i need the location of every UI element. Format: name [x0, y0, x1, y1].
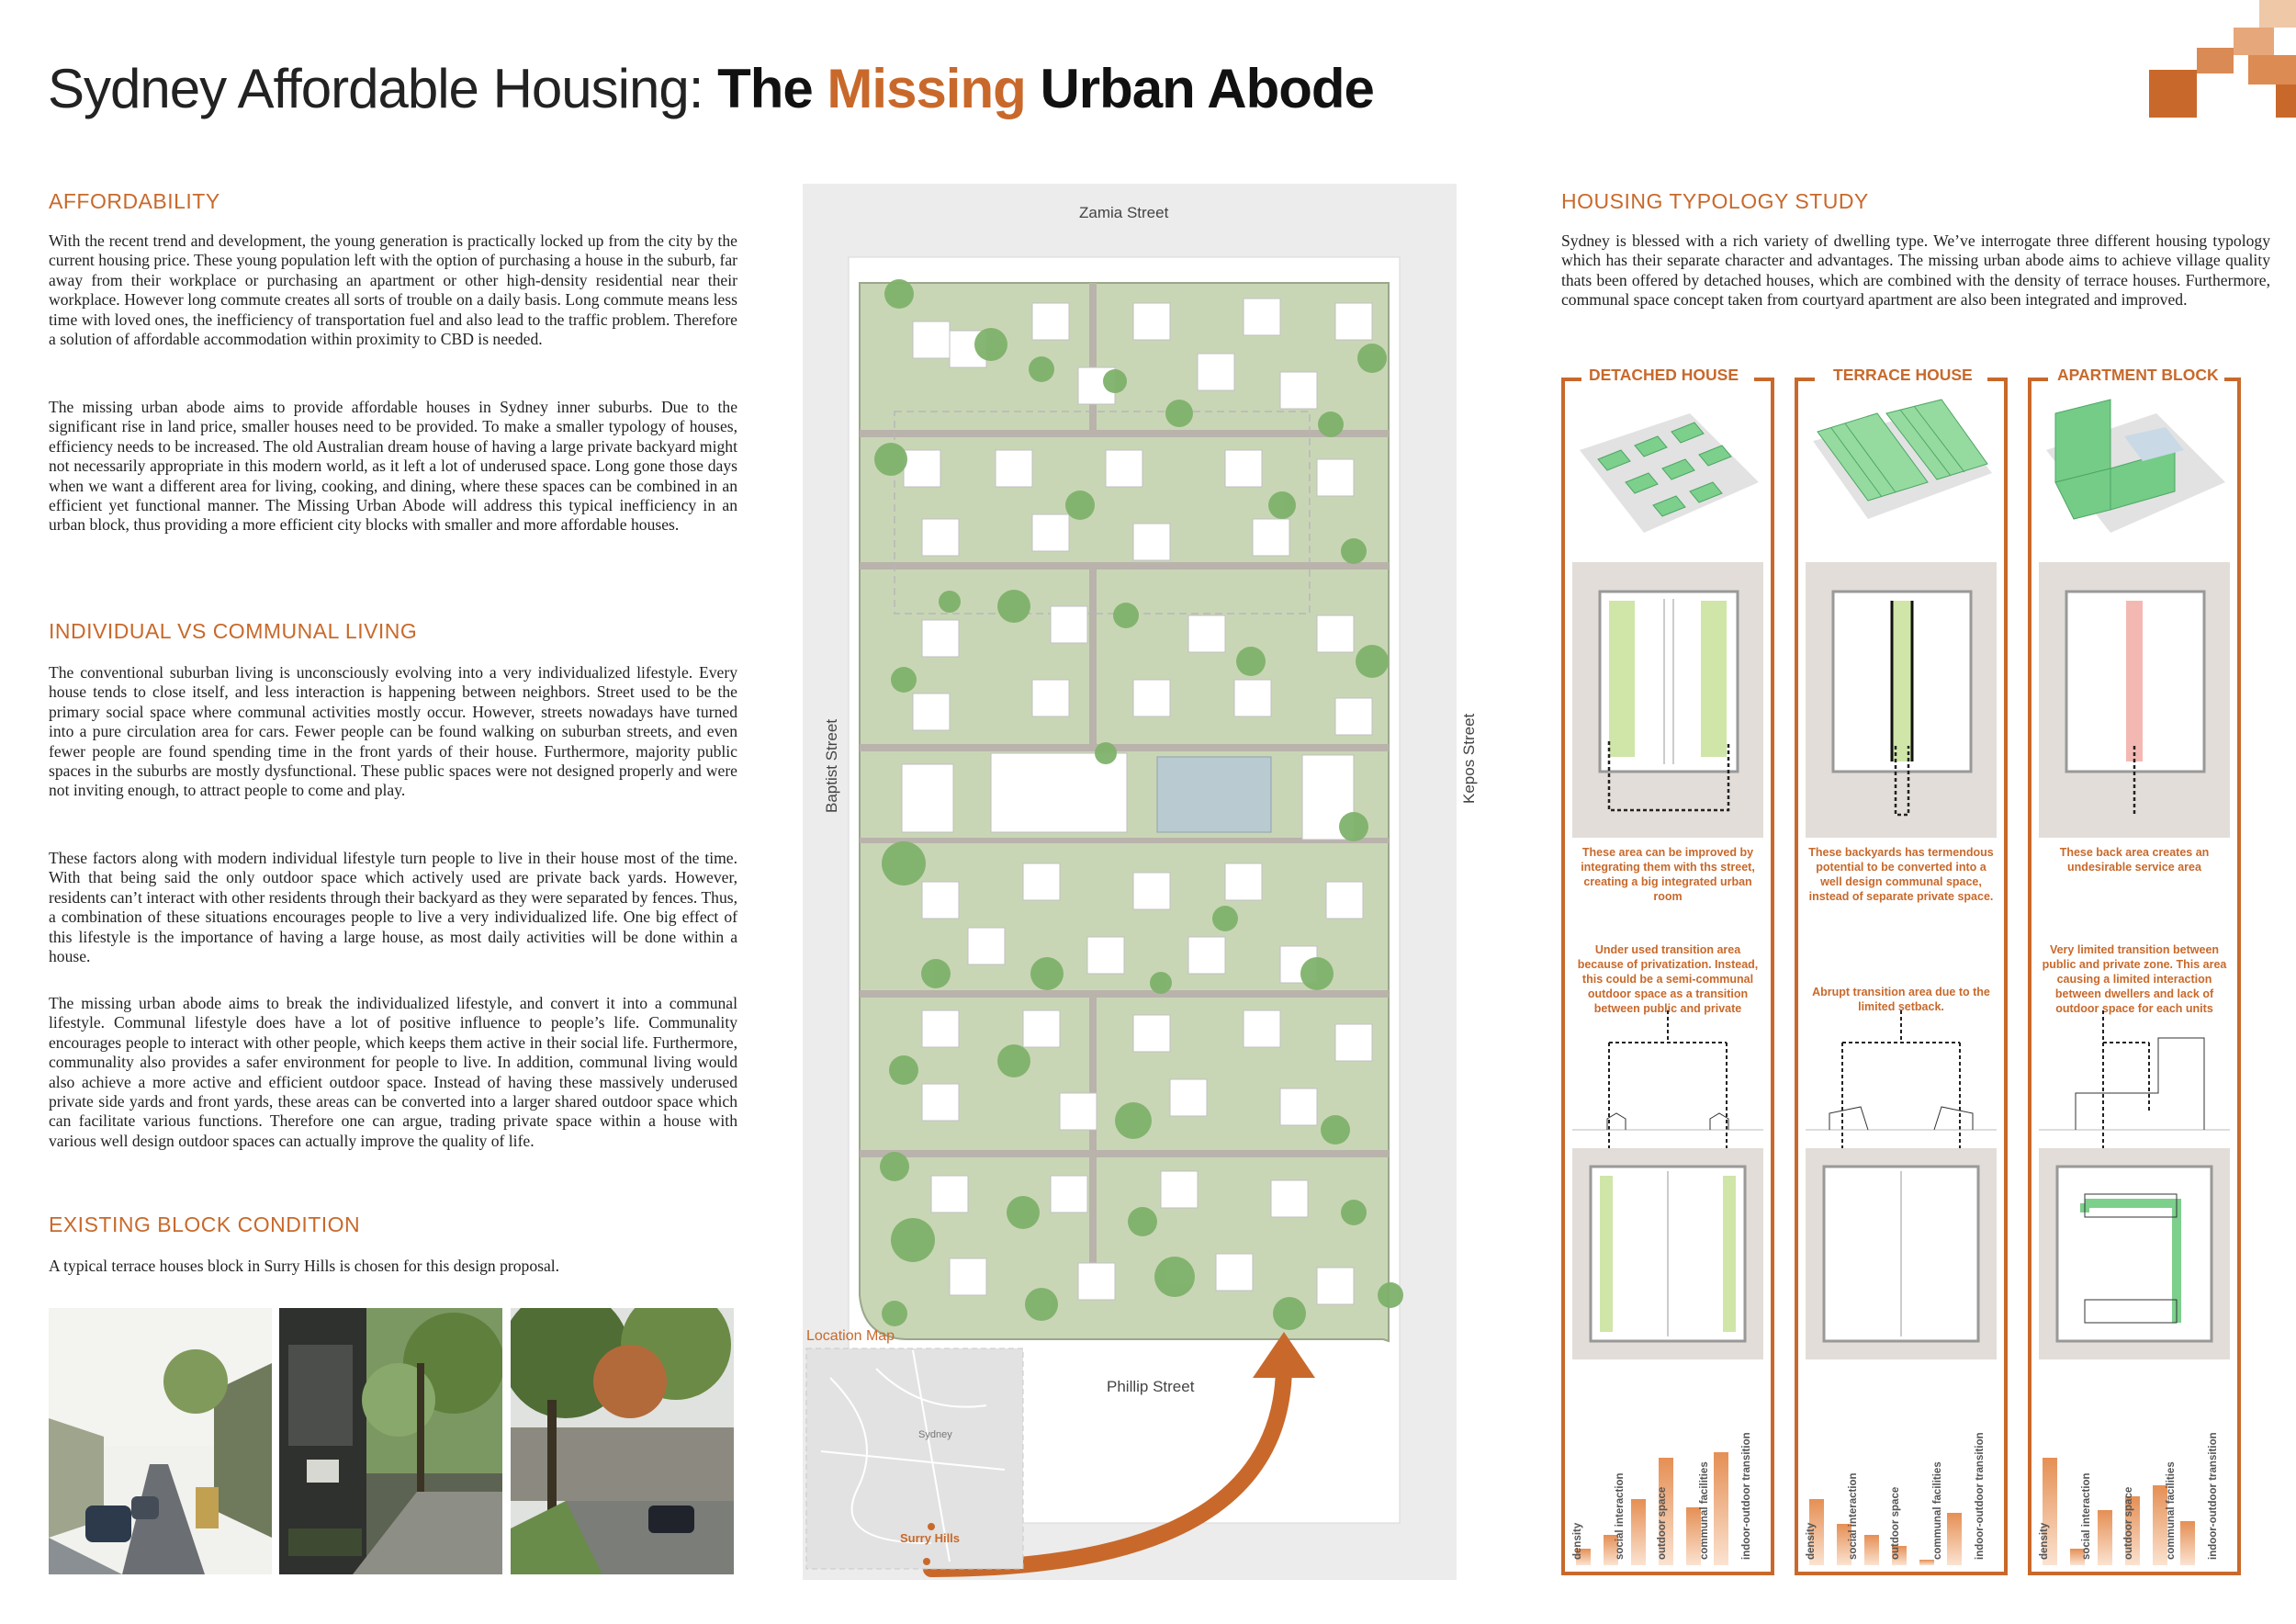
bar-label-4: indoor-outdoor transition — [1975, 1432, 1986, 1560]
location-map-site: Surry Hills — [900, 1531, 961, 1545]
affordability-paragraph-1: With the recent trend and development, the young generation is practically locked up from the city by the current housing price. These young population left with the option of purchasing a house in the suburb, far away from their workplace or purchasing an apartment or other high-density residential near their workplace. However long commute creates all sorts of trouble on a daily basis. Long commute means less time with loved ones, the inefficiency of transportation fuel and also lead to the traffic problem. Therefore a solution of affordable accommodation within proximity to CBD is needed. — [49, 231, 737, 349]
bar-label-1: social interaction — [2081, 1472, 2092, 1560]
typology-paragraph: Sydney is blessed with a rich variety of dwelling type. We’ve interrogate three different housing typology which has their separate character and advantages. The missing urban abode aims to achieve village quality thats been offered by detached houses, which are combined with the density of terrace houses. Furthermore, communal space concept taken from courtyard apartment are also been integrated and improved. — [1561, 231, 2270, 310]
title-part-3: Missing — [827, 58, 1026, 119]
apartment-bar-chart — [2028, 1405, 2241, 1571]
bar-5 — [1947, 1513, 1962, 1565]
apartment-note-2: Very limited transition between public and private zone. This area causing a limited interaction between dwellers and lack of outdoor space for each units — [2042, 943, 2227, 1015]
bar-2 — [1864, 1535, 1879, 1565]
bar-label-4: indoor-outdoor transition — [2208, 1432, 2219, 1560]
bar-label-1: social interaction — [1615, 1472, 1626, 1560]
apartment-axonometric — [2037, 395, 2232, 560]
terrace-section-plan — [1806, 1010, 1997, 1359]
street-label-east: Kepos Street — [1460, 713, 1478, 804]
site-plan — [803, 184, 1457, 1580]
bar-label-3: communal facilities — [1699, 1461, 1710, 1560]
bar-label-0: density — [2039, 1522, 2050, 1560]
detached-bar-chart — [1561, 1405, 1774, 1571]
apartment-note-1: These back area creates an undesirable service area — [2059, 846, 2210, 874]
bar-2 — [2098, 1510, 2112, 1565]
terrace-note-2: Abrupt transition area due to the limited setback. — [1812, 986, 1990, 1013]
street-label-north: Zamia Street — [1079, 204, 1169, 221]
typology-title-apartment: APARTMENT BLOCK — [2052, 366, 2224, 385]
terrace-bar-chart — [1795, 1405, 2008, 1571]
bar-5 — [1714, 1452, 1728, 1565]
location-map-city: Sydney — [918, 1429, 952, 1440]
title-part-4: Urban Abode — [1025, 58, 1374, 119]
bar-label-4: indoor-outdoor transition — [1741, 1432, 1752, 1560]
individual-paragraph-2: These factors along with modern individual lifestyle turn people to live in their house most of the time. With that being said the only outdoor space which actively used are private back yards. However, residents can’t interact with other residents through their backyard as they were separated by fences. Thus, a combination of these situations encourages people to live a very individualized life. One big effect of this lifestyle is the importance of having a large house, as most daily activities will be done within a house. — [49, 849, 737, 966]
location-map-label: Location Map — [806, 1328, 895, 1344]
detached-note-1: These area can be improved by integrating them with ths street, creating a big integrated urban room — [1581, 846, 1755, 903]
title-part-2: The — [717, 58, 827, 119]
apartment-section-plan — [2039, 1010, 2230, 1359]
terrace-axonometric — [1804, 395, 1998, 560]
typology-heading: HOUSING TYPOLOGY STUDY — [1561, 189, 1869, 213]
street-photo-1 — [49, 1308, 272, 1574]
detached-note-2: Under used transition area because of privatization. Instead, this could be a semi-communal outdoor space as a transition between public and private — [1577, 943, 1759, 1015]
terrace-note-1: These backyards has termendous potential to be converted into a well design communal space, instead of separate private space. — [1808, 846, 1994, 903]
bar-label-1: social interaction — [1848, 1472, 1859, 1560]
affordability-paragraph-2: The missing urban abode aims to provide affordable houses in Sydney inner suburbs. Due to the significant rise in land price, smaller houses need to be provided. To make a smaller typology of houses, efficiency needs to be increased. The old Australian dream house of having a large private backyard might not necessarily appropriate in this modern world, as it left a lot of underused space. Long gone those days when we want a different area for living, cooking, and dining, where these spaces can be combined in an efficient yet functional manner. The Missing Urban Abode will address this typical inefficiency in an urban block, thus providing a more efficient city blocks with smaller and more affordable houses. — [49, 398, 737, 535]
street-photo-2 — [279, 1308, 502, 1574]
existing-heading: EXISTING BLOCK CONDITION — [49, 1212, 361, 1236]
individual-paragraph-1: The conventional suburban living is unconsciously evolving into a very individualized lifestyle. Every house tends to close itself, and less interaction is happening between neighbors. Street used to be the primary social space where communal activities mostly occur. However, streets nowadays have turned into a pure circulation area for cars. Fewer people can be found walking on suburban streets, and even fewer people are found spending time in the front yards of their house. Furthermore, majority public spaces in the suburbs are mostly dysfunctional. These public spaces were not designed properly and were not inviting enough, to attract people to come and play. — [49, 663, 737, 800]
bar-4 — [1919, 1560, 1934, 1565]
bar-label-2: outdoor space — [1890, 1486, 1901, 1560]
street-label-south: Phillip Street — [1107, 1378, 1195, 1395]
bar-label-2: outdoor space — [2123, 1486, 2134, 1560]
detached-plan — [1572, 562, 1763, 838]
bar-label-0: density — [1572, 1522, 1583, 1560]
typology-title-terrace: TERRACE HOUSE — [1828, 366, 1978, 385]
bar-label-0: density — [1806, 1522, 1817, 1560]
bar-5 — [2180, 1521, 2195, 1565]
page-title — [48, 57, 1374, 120]
detached-axonometric — [1570, 395, 1765, 560]
terrace-plan — [1806, 562, 1997, 838]
logo — [2149, 0, 2296, 119]
individual-heading: INDIVIDUAL VS COMMUNAL LIVING — [49, 619, 418, 643]
title-part-1: Sydney Affordable Housing: — [48, 58, 718, 119]
street-label-west: Baptist Street — [823, 718, 840, 813]
detached-section-plan — [1572, 1010, 1763, 1359]
individual-paragraph-3: The missing urban abode aims to break the individualized lifestyle, and convert it into a communal lifestyle. Communal lifestyle does have a lot of positive influence to people’s life. Communality encourages people to interact with other people, which keeps them active in their social life. Furthermore, communality also provides a safer environment for people to live. In addition, communal living would also achieve a more active and efficient outdoor space. Instead of having these massively underused private side yards and front yards, these areas can be converted into a larger shared outdoor space which can facilitate various functions. Therefore one can argue, trading private space within a house with various well design outdoor spaces can actually improve the quality of life. — [49, 994, 737, 1150]
apartment-plan — [2039, 562, 2230, 838]
bar-label-3: communal facilities — [2166, 1461, 2177, 1560]
bar-2 — [1631, 1499, 1646, 1565]
bar-label-2: outdoor space — [1657, 1486, 1668, 1560]
typology-title-detached: DETACHED HOUSE — [1583, 366, 1744, 385]
existing-paragraph: A typical terrace houses block in Surry Hills is chosen for this design proposal. — [49, 1257, 560, 1275]
bar-label-3: communal facilities — [1932, 1461, 1943, 1560]
affordability-heading: AFFORDABILITY — [49, 189, 220, 213]
street-photo-3 — [511, 1308, 734, 1574]
